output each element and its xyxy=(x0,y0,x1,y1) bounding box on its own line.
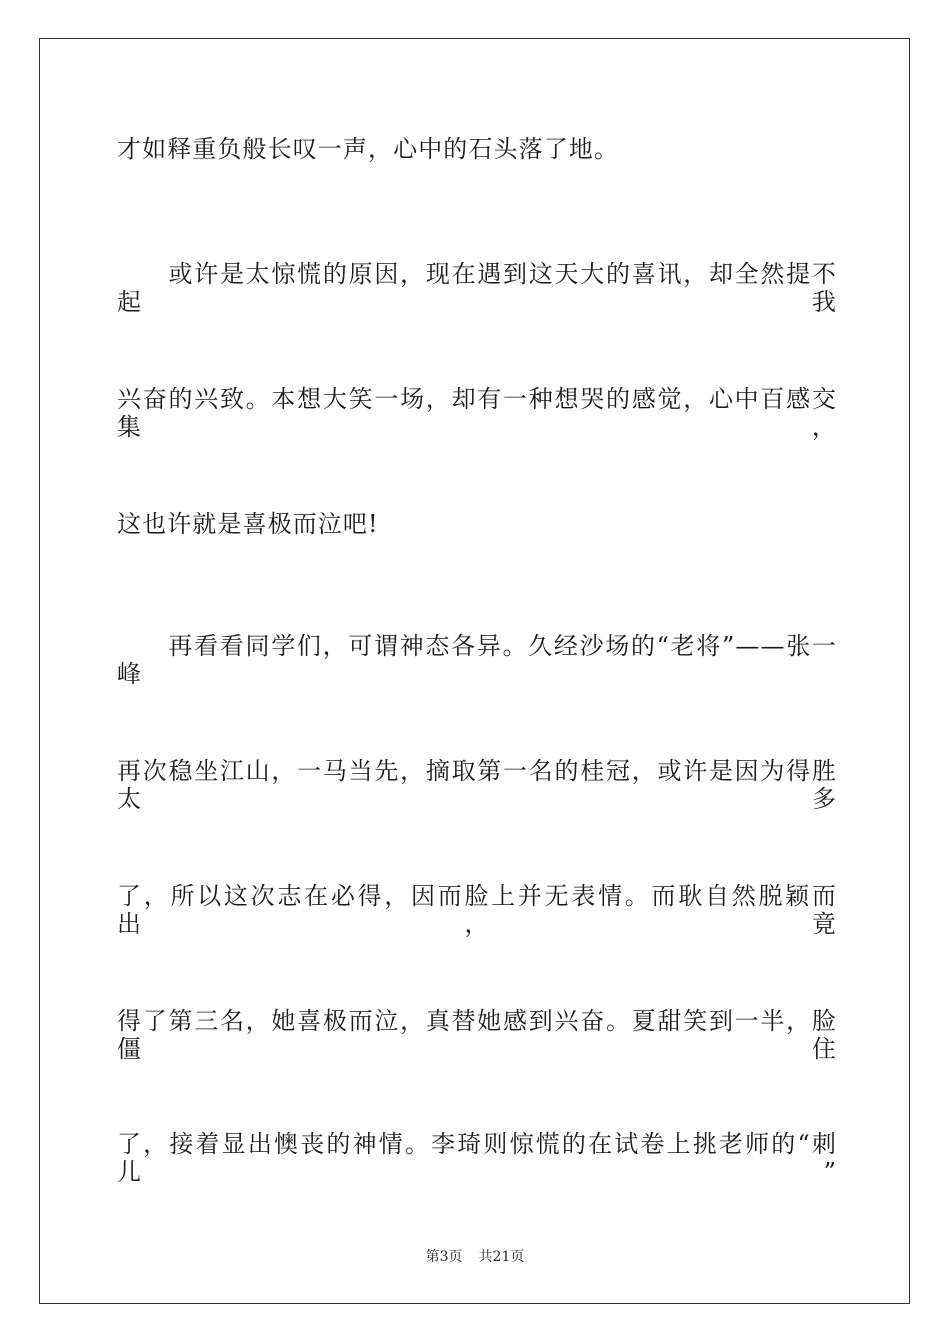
text-line-1: 才如释重负般长叹一声，心中的石头落了地。 xyxy=(117,135,619,163)
text-line-2: 或许是太惊慌的原因，现在遇到这天大的喜讯，却全然提不起我 xyxy=(117,260,837,316)
text-line-6: 再次稳坐江山，一马当先，摘取第一名的桂冠，或许是因为得胜太多 xyxy=(117,757,837,813)
text-line-5: 再看看同学们，可谓神态各异。久经沙场的“老将”——张一峰 xyxy=(117,632,837,688)
text-line-9: 了，接着显出懊丧的神情。李琦则惊慌的在试卷上挑老师的“刺儿” xyxy=(117,1130,837,1186)
text-line-7: 了，所以这次志在必得，因而脸上并无表情。而耿自然脱颖而出，竟 xyxy=(117,882,837,938)
text-line-8: 得了第三名，她喜极而泣，真替她感到兴奋。夏甜笑到一半，脸僵住 xyxy=(117,1007,837,1063)
page-footer xyxy=(0,1248,950,1266)
page-number: 第3页 xyxy=(425,1249,463,1265)
text-line-4: 这也许就是喜极而泣吧! xyxy=(117,510,379,538)
page-total: 共21页 xyxy=(478,1249,525,1265)
text-line-3: 兴奋的兴致。本想大笑一场，却有一种想哭的感觉，心中百感交集， xyxy=(117,385,837,441)
